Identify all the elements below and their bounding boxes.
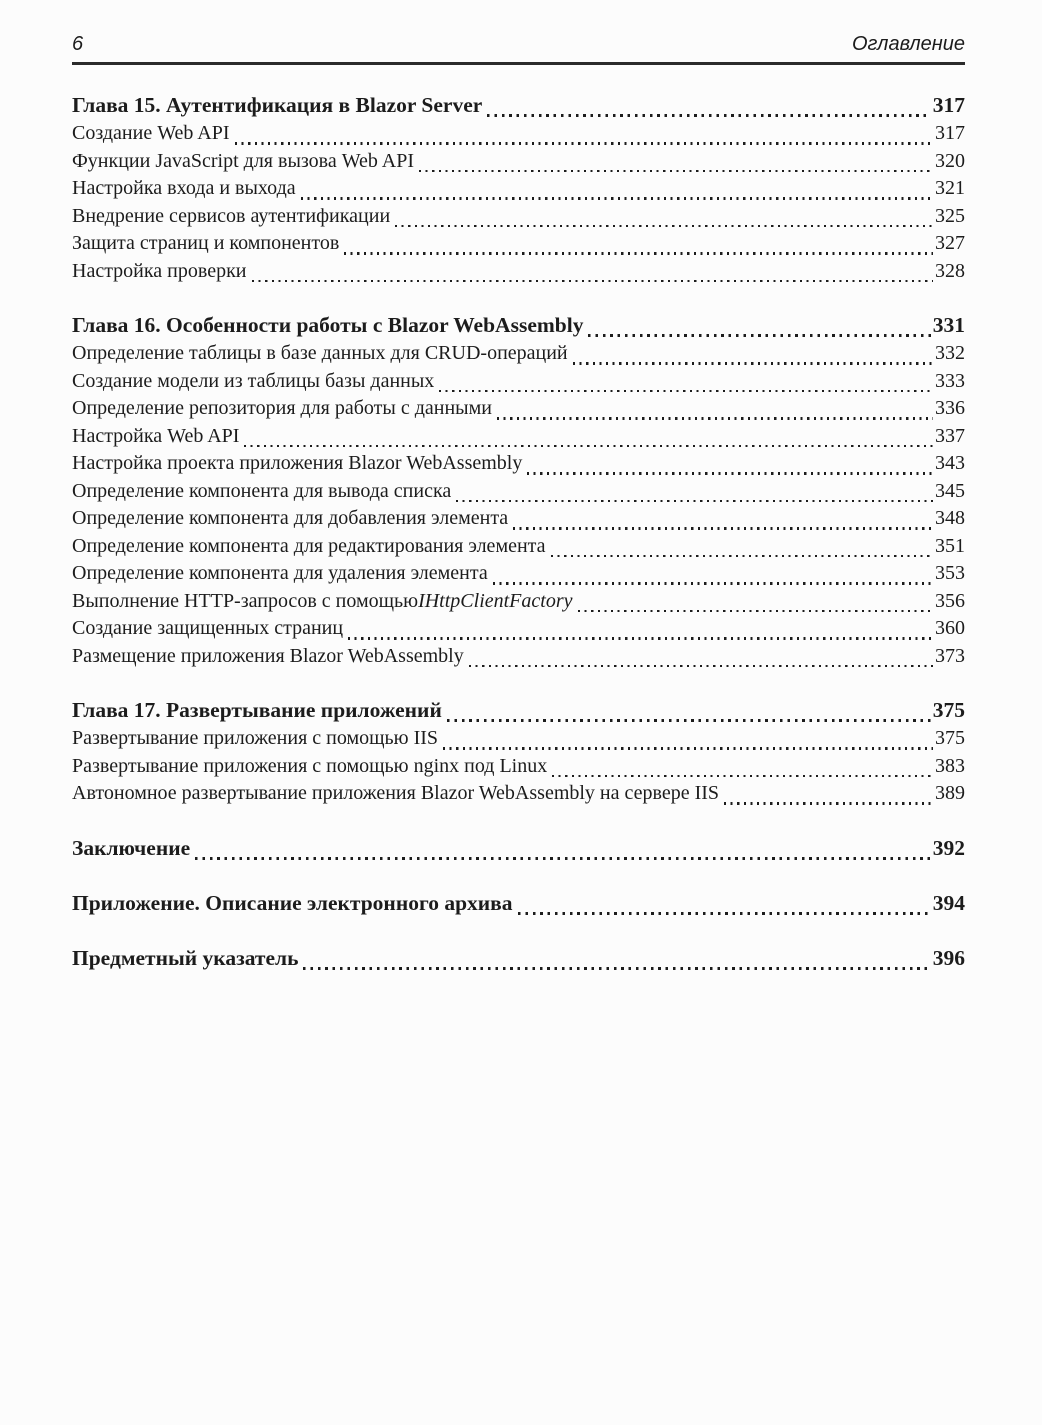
dot-leader <box>493 582 933 584</box>
toc-entry-page-number: 317 <box>935 122 965 144</box>
dot-leader <box>301 197 933 199</box>
toc-entry-row <box>72 725 965 753</box>
dot-leader <box>552 775 933 777</box>
toc-entry-page-number: 332 <box>935 342 965 364</box>
toc-entry-row <box>72 450 965 478</box>
toc-entry-label: Глава 17. Развертывание приложений <box>72 698 442 722</box>
toc-entry-page-number: 331 <box>932 313 965 337</box>
toc-entry-page-number: 348 <box>935 507 965 529</box>
toc-entry-row <box>72 505 965 533</box>
toc-entry-row <box>72 148 965 176</box>
running-header <box>72 32 965 65</box>
toc-chapter-heading-row <box>72 943 965 973</box>
toc-entry-page-number: 336 <box>935 397 965 419</box>
toc-entry-row <box>72 423 965 451</box>
toc-chapter-heading-row <box>72 310 965 340</box>
toc-entry-label: Настройка проверки <box>72 259 247 282</box>
toc-entry-row <box>72 588 965 616</box>
toc-entry-label: Настройка Web API <box>72 424 240 447</box>
dot-leader <box>497 417 933 419</box>
page-number: 6 <box>72 33 84 55</box>
toc-entry-row <box>72 175 965 203</box>
toc-entry-page-number: 327 <box>935 232 965 254</box>
toc-entry-label: Определение компонента для удаления элемента <box>72 562 488 584</box>
dot-leader <box>443 747 933 749</box>
toc-entry-row <box>72 753 965 781</box>
toc-entry-label: Автономное развертывание приложения Blazor WebAssembly на сервере IIS <box>72 782 720 804</box>
toc-entry-label: Настройка входа и выхода <box>72 177 296 199</box>
running-title: Оглавление <box>851 33 965 55</box>
dot-leader <box>724 802 933 804</box>
dot-leader <box>244 445 933 447</box>
toc-entry-label: Определение таблицы в базе данных для CRUD-операций <box>72 342 568 364</box>
dot-leader <box>578 610 934 612</box>
dot-leader <box>395 225 933 227</box>
toc-entry-page-number: 353 <box>935 562 965 584</box>
dot-leader <box>195 857 931 860</box>
toc-entry-label: Определение репозитория для работы с данными <box>72 397 492 419</box>
toc-entry-row <box>72 533 965 561</box>
toc-entry-label: Защита страниц и компонентов <box>72 232 340 254</box>
toc-entry-row <box>72 368 965 396</box>
toc-entry-row <box>72 395 965 423</box>
toc-entry-page-number: 373 <box>935 644 965 667</box>
dot-leader <box>439 390 933 392</box>
toc-entry-row <box>72 340 965 368</box>
dot-leader <box>344 252 933 254</box>
dot-leader <box>527 472 933 474</box>
toc-entry-label: Размещение приложения Blazor WebAssembly <box>72 644 464 667</box>
toc-entry-label: Глава 16. Особенности работы с Blazor WebAssembly <box>72 313 584 337</box>
toc-chapter-heading-row <box>72 833 965 863</box>
table-of-contents <box>72 90 965 973</box>
toc-entry-page-number: 328 <box>935 259 965 282</box>
toc-entry-label: Настройка проекта приложения Blazor WebAssembly <box>72 452 523 474</box>
toc-entry-page-number: 375 <box>935 727 965 749</box>
toc-entry-row <box>72 203 965 231</box>
toc-entry-page-number: 383 <box>935 754 965 777</box>
toc-entry-label: Определение компонента для вывода списка <box>72 479 452 502</box>
toc-entry-label: Развертывание приложения с помощью IIS <box>72 727 439 749</box>
dot-leader <box>469 665 933 667</box>
toc-entry-label-italic: IHttpClientFactory <box>418 589 573 612</box>
dot-leader <box>551 555 933 557</box>
toc-entry-label: Заключение <box>72 835 191 860</box>
toc-chapter-heading-row <box>72 90 965 120</box>
toc-entry-label: Функции JavaScript для вызова Web API <box>72 149 414 172</box>
dot-leader <box>303 967 930 970</box>
dot-leader <box>456 500 933 502</box>
toc-entry-row <box>72 478 965 506</box>
toc-entry-row <box>72 120 965 148</box>
toc-entry-label: Внедрение сервисов аутентификации <box>72 204 391 227</box>
dot-leader <box>348 637 933 639</box>
toc-chapter-heading-row <box>72 695 965 725</box>
toc-entry-label: Глава 15. Аутентификация в Blazor Server <box>72 93 483 117</box>
dot-leader <box>252 280 933 282</box>
toc-entry-row <box>72 560 965 588</box>
toc-entry-page-number: 321 <box>935 177 965 199</box>
toc-entry-page-number: 320 <box>935 149 965 172</box>
toc-entry-page-number: 396 <box>932 945 965 970</box>
toc-entry-row <box>72 780 965 808</box>
toc-entry-label: Создание защищенных страниц <box>72 617 344 639</box>
toc-entry-page-number: 351 <box>935 534 965 557</box>
toc-entry-row <box>72 258 965 286</box>
toc-entry-label: Определение компонента для добавления элемента <box>72 507 509 529</box>
toc-entry-page-number: 333 <box>935 369 965 392</box>
dot-leader <box>573 362 933 364</box>
toc-entry-page-number: 389 <box>935 782 965 804</box>
toc-entry-row <box>72 230 965 258</box>
dot-leader <box>235 142 934 144</box>
toc-entry-label: Приложение. Описание электронного архива <box>72 890 513 915</box>
toc-entry-label: Создание модели из таблицы базы данных <box>72 369 435 392</box>
toc-entry-page-number: 375 <box>932 698 965 722</box>
toc-entry-row <box>72 615 965 643</box>
toc-entry-row <box>72 643 965 671</box>
toc-entry-page-number: 317 <box>932 93 965 117</box>
toc-entry-label: Определение компонента для редактирования элемента <box>72 534 546 557</box>
toc-entry-page-number: 392 <box>932 835 965 860</box>
toc-entry-label: Предметный указатель <box>72 945 299 970</box>
toc-chapter-heading-row <box>72 888 965 918</box>
toc-entry-label: Выполнение HTTP-запросов с помощью <box>72 589 419 612</box>
dot-leader <box>447 719 931 722</box>
dot-leader <box>513 527 933 529</box>
toc-entry-page-number: 337 <box>935 424 965 447</box>
toc-entry-page-number: 343 <box>935 452 965 474</box>
toc-entry-page-number: 325 <box>935 204 965 227</box>
dot-leader <box>588 334 930 337</box>
toc-entry-page-number: 345 <box>935 479 965 502</box>
dot-leader <box>419 170 933 172</box>
toc-entry-label: Создание Web API <box>72 122 230 144</box>
dot-leader <box>518 912 931 915</box>
toc-entry-page-number: 356 <box>935 589 965 612</box>
toc-entry-page-number: 394 <box>932 890 965 915</box>
dot-leader <box>487 114 930 117</box>
toc-entry-label: Развертывание приложения с помощью nginx под Linux <box>72 754 548 777</box>
toc-entry-page-number: 360 <box>935 617 965 639</box>
